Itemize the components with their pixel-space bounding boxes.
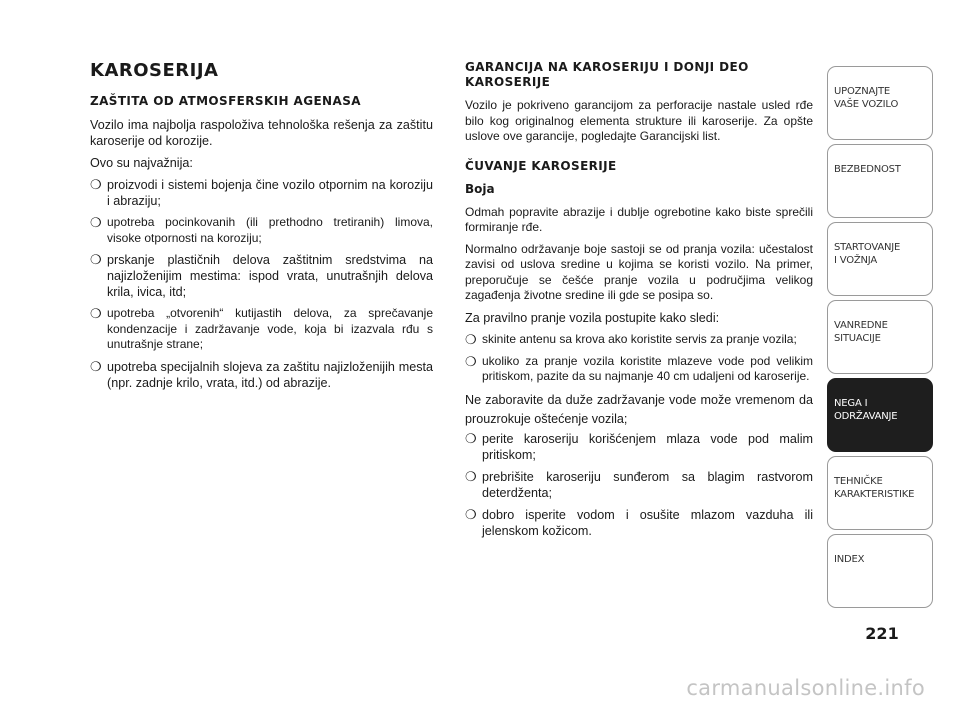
tab-vanredne-situacije[interactable]: VANREDNE SITUACIJE [827, 300, 933, 374]
chapter-title: KAROSERIJA [90, 60, 219, 81]
tab-upoznajte-vase-vozilo[interactable]: UPOZNAJTE VAŠE VOZILO [827, 66, 933, 140]
page-number: 221 [865, 624, 899, 643]
list-item: ❍ upotreba pocinkovanih (ili prethodno tretiranih) limova, visoke otpornosti na koroziju; [90, 215, 433, 245]
tab-tehnicke-karakteristike[interactable]: TEHNIČKE KARAKTERISTIKE [827, 456, 933, 530]
subsection-title-paint: Boja [465, 181, 495, 196]
bullet-icon: ❍ [90, 215, 102, 230]
chapter-tabs [827, 66, 933, 612]
section-title-body-care: ČUVANJE KAROSERIJE [465, 158, 617, 173]
section-title-warranty: GARANCIJA NA KAROSERIJU I DONJI DEO KAROSERIJE [465, 60, 749, 89]
tab-index[interactable]: INDEX [827, 534, 933, 608]
bullet-icon: ❍ [90, 177, 102, 192]
right-column [465, 60, 813, 545]
paint-paragraph-4: Ne zaboravite da duže zadržavanje vode može vremenom da prouzrokuje oštećenje vozila; [465, 392, 813, 426]
list-item: ❍ upotreba specijalnih slojeva za zaštitu najizloženijih mesta (npr. zadnje krilo, vrata, itd.) od abrazije. [90, 358, 433, 390]
section-title-atmospheric-protection: ZAŠTITA OD ATMOSFERSKIH AGENASA [90, 94, 361, 108]
bullet-icon: ❍ [465, 468, 477, 484]
bullet-icon: ❍ [465, 430, 477, 446]
list-item: ❍ dobro isperite vodom i osušite mlazom vazduha ili jelenskom kožicom. [465, 506, 813, 538]
paint-paragraph-3: Za pravilno pranje vozila postupite kako sledi: [465, 310, 720, 325]
tab-startovanje-i-voznja[interactable]: STARTOVANJE I VOŽNJA [827, 222, 933, 296]
bullet-icon: ❍ [90, 306, 102, 321]
paint-paragraph-2: Normalno održavanje boje sastoji se od pranja vozila: učestalost zavisi od uslova sredine u kojima se koristi vozilo. Na primer, preporučuje se češće pranje vozila u područjima velikog zagađenja životne sredine ili gde se posipa so. [465, 241, 813, 302]
bullet-icon: ❍ [90, 358, 102, 374]
bullet-icon: ❍ [465, 353, 477, 369]
list-intro: Ovo su najvažnija: [90, 156, 193, 170]
left-column [90, 60, 433, 397]
bullet-icon: ❍ [90, 252, 102, 267]
bullet-icon: ❍ [465, 506, 477, 522]
watermark: carmanualsonline.info [686, 676, 925, 700]
tab-bezbednost[interactable]: BEZBEDNOST [827, 144, 933, 218]
list-item: ❍ prebrišite karoseriju sunđerom sa blagim rastvorom deterdženta; [465, 468, 813, 500]
intro-paragraph: Vozilo ima najbolja raspoloživa tehnološka rešenja za zaštitu karoserije od korozije. [90, 118, 433, 148]
list-item: ❍ prskanje plastičnih delova zaštitnim sredstvima na najizloženijim mestima: ispod vrata, unutrašnjih delova krila, ivica, itd; [90, 252, 433, 299]
list-item: ❍ perite karoseriju korišćenjem mlaza vode pod malim pritiskom; [465, 430, 813, 462]
warranty-paragraph: Vozilo je pokriveno garancijom za perforacije nastale usled rđe bilo kog originalnog elementa strukture ili karoserije. Za opšte uslove ove garancije, pogledajte Garancijski list. [465, 98, 813, 143]
paint-paragraph-1: Odmah popravite abrazije i dublje ogrebotine kako biste sprečili formiranje rđe. [465, 204, 813, 234]
list-item: ❍ upotreba „otvorenih“ kutijastih delova, za sprečavanje kondenzacije i zadržavanje vode, koja bi izazvala rđu s unutrašnje strane; [90, 306, 433, 351]
list-item: ❍ proizvodi i sistemi bojenja čine vozilo otpornim na koroziju i abraziju; [90, 177, 433, 208]
list-item: ❍ skinite antenu sa krova ako koristite servis za pranje vozila; [465, 331, 797, 347]
list-item: ❍ ukoliko za pranje vozila koristite mlazeve vode pod velikim pritiskom, pazite da su najmanje 40 cm udaljeni od karoserije. [465, 353, 813, 383]
bullet-icon: ❍ [465, 331, 477, 347]
tab-nega-i-odrzavanje[interactable]: NEGA I ODRŽAVANJE [827, 378, 933, 452]
